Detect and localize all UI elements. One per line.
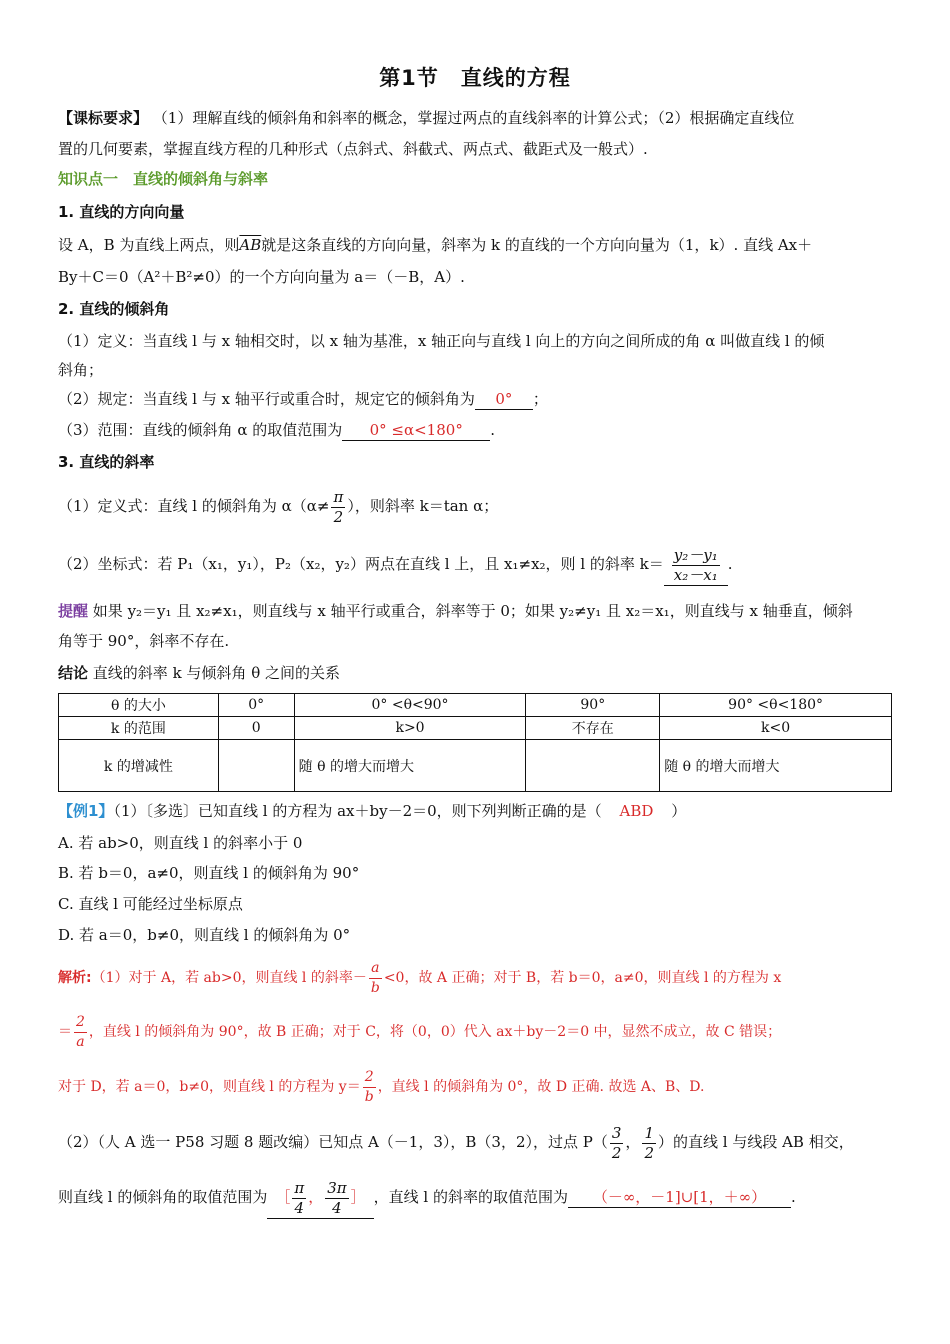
section-1-line-2: By＋C＝0（A²＋B²≠0）的一个方向向量为 a＝（－B，A）. <box>58 268 465 286</box>
part-2-line-2 <box>58 1175 892 1219</box>
table-cell: 0° <box>218 694 294 717</box>
requirements-line-2: 置的几何要素，掌握直线方程的几种形式（点斜式、斜截式、两点式、截距式及一般式）. <box>58 140 648 158</box>
slope-range-answer: （－∞，－1]∪[1，＋∞） <box>568 1187 791 1208</box>
section-2-heading: 2. 直线的倾斜角 <box>58 300 170 318</box>
table-cell: k<0 <box>660 717 892 740</box>
analysis-line-2 <box>58 1010 892 1054</box>
one-half-fraction: $\frac{1}{2}$ <box>644 1123 654 1162</box>
table-cell <box>218 740 294 792</box>
part-2-text-d: ，直线 l 的斜率的取值范围为 <box>373 1188 568 1206</box>
option-d: D. 若 a＝0，b≠0，则直线 l 的倾斜角为 0° <box>58 926 351 944</box>
conclusion-text: 直线的斜率 k 与倾斜角 θ 之间的关系 <box>92 664 340 682</box>
example-end: ） <box>671 802 687 820</box>
analysis-text-1a: （1）对于 A，若 ab>0，则直线 l 的斜率－ <box>91 970 367 986</box>
two-over-a-fraction: $\frac{2}{a}$ <box>76 1013 85 1050</box>
analysis-label: 解析: <box>58 970 92 986</box>
analysis-text-2a: ＝ <box>58 1024 72 1040</box>
knowledge-heading: 知识点一 直线的倾斜角与斜率 <box>58 170 269 188</box>
section-1-text-b: 就是这条直线的方向向量，斜率为 k 的直线的一个方向向量为（1，k）. 直线 Ax＋ <box>261 236 813 254</box>
section-1-text-a: 设 A，B 为直线上两点，则 <box>58 236 240 254</box>
conclusion-line <box>58 662 892 684</box>
requirements-line-1 <box>58 107 892 129</box>
slope-def-end: ），则斜率 k＝tan α； <box>347 497 499 515</box>
part-2-text-a: （2）（人 A 选一 P58 习题 8 题改编）已知点 A（－1，3），B（3，2），过点 P（ <box>58 1133 608 1151</box>
table-cell: 随 θ 的增大而增大 <box>660 740 892 792</box>
rule-answer: 0° <box>475 389 533 410</box>
example-text: （1）〔多选〕已知直线 l 的方程为 ax＋by－2＝0，则下列判断正确的是（ <box>113 802 602 820</box>
section-2-def-1: （1）定义：当直线 l 与 x 轴相交时，以 x 轴为基准，x 轴正向与直线 l 向上的方向之间所成的角 α 叫做直线 l 的倾 <box>58 332 825 350</box>
slope-coord-text: （2）坐标式：若 P₁（x₁，y₁），P₂（x₂，y₂）两点在直线 l 上，且 x₁≠x₂，则 l 的斜率 k＝ <box>58 555 664 573</box>
range-end: . <box>490 421 495 439</box>
section-1-heading: 1. 直线的方向向量 <box>58 203 185 221</box>
table-cell: k 的范围 <box>59 717 219 740</box>
analysis-text-2b: ，直线 l 的倾斜角为 90°，故 B 正确；对于 C，将（0，0）代入 ax＋by－2＝0 中，显然不成立，故 C 错误； <box>88 1024 782 1040</box>
rule-end: ； <box>532 390 548 408</box>
section-3-def <box>58 484 892 528</box>
table-row <box>59 717 892 740</box>
table-cell <box>526 740 660 792</box>
table-cell: 0 <box>218 717 294 740</box>
tip-line-2: 角等于 90°，斜率不存在. <box>58 632 230 650</box>
tip-line-1 <box>58 600 892 622</box>
table-cell: θ 的大小 <box>59 694 219 717</box>
tip-text-1: 如果 y₂＝y₁ 且 x₂≠x₁，则直线与 x 轴平行或重合，斜率等于 0；如果 y₂≠y₁ 且 x₂＝x₁，则直线与 x 轴垂直，倾斜 <box>92 602 853 620</box>
rule-text: （2）规定：当直线 l 与 x 轴平行或重合时，规定它的倾斜角为 <box>58 390 475 408</box>
two-over-b-fraction: $\frac{2}{b}$ <box>364 1068 374 1105</box>
example-answer: ABD <box>619 802 654 820</box>
section-2-def-2: 斜角； <box>58 361 104 379</box>
analysis-text-3a: 对于 D，若 a＝0，b≠0，则直线 l 的方程为 y＝ <box>58 1079 361 1095</box>
tip-label: 提醒 <box>58 602 89 620</box>
vector-ab: $\overline{AB}$ <box>239 236 262 254</box>
section-2-rule <box>58 388 892 410</box>
example-question <box>58 800 892 822</box>
section-3-coord <box>58 542 892 586</box>
table-row <box>59 740 892 792</box>
part-2-text-c: 则直线 l 的倾斜角的取值范围为 <box>58 1188 268 1206</box>
slope-formula-fraction: $\frac{\text{y₂－y₁}}{\text{x₂－x₁}}$ <box>673 545 718 584</box>
requirements-label: 【课标要求】 <box>58 109 149 127</box>
table-cell: k>0 <box>294 717 526 740</box>
slope-coord-end: . <box>727 555 733 573</box>
range-text: （3）范围：直线的倾斜角 α 的取值范围为 <box>58 421 343 439</box>
analysis-line-3 <box>58 1065 892 1109</box>
analysis-line-1 <box>58 956 892 1000</box>
table-cell: 随 θ 的增大而增大 <box>294 740 526 792</box>
section-3-heading: 3. 直线的斜率 <box>58 453 155 471</box>
a-over-b-fraction: $\frac{a}{b}$ <box>370 959 380 996</box>
part-2-text-b: ）的直线 l 与线段 AB 相交， <box>657 1133 854 1151</box>
pi-over-2-fraction: $\frac{\pi}{2}$ <box>333 487 344 526</box>
requirements-text-1: （1）理解直线的倾斜角和斜率的概念，掌握过两点的直线斜率的计算公式；（2）根据确定直线位 <box>152 109 795 127</box>
three-halves-fraction: $\frac{3}{2}$ <box>611 1123 622 1162</box>
range-answer: 0° ≤α<180° <box>342 420 490 441</box>
table-cell: 90° <box>526 694 660 717</box>
analysis-text-1b: <0，故 A 正确；对于 B，若 b＝0，a≠0，则直线 l 的方程为 x <box>383 970 782 986</box>
slope-def-text: （1）定义式：直线 l 的倾斜角为 α（α≠ <box>58 497 330 515</box>
slope-angle-table <box>58 693 892 792</box>
option-b: B. 若 b＝0，a≠0，则直线 l 的倾斜角为 90° <box>58 864 360 882</box>
table-cell: 不存在 <box>526 717 660 740</box>
table-cell: 0° <θ<90° <box>294 694 526 717</box>
section-1-line-1 <box>58 234 892 256</box>
part-2-line-1: （2）（人 A 选一 P58 习题 8 题改编）已知点 A（－1，3），B（3，2），过点 P（ $\frac{3}{2}$ ， $\frac{1}{2}$ ）的直线 l 与线段 AB 相交， <box>58 1123 854 1162</box>
table-cell: k 的增减性 <box>59 740 219 792</box>
section-2-range <box>58 419 892 441</box>
conclusion-label: 结论 <box>58 664 89 682</box>
table-row <box>59 694 892 717</box>
analysis-text-3b: ，直线 l 的倾斜角为 0°，故 D 正确. 故选 A、B、D. <box>377 1079 705 1095</box>
page-title: 第1节 直线的方程 <box>379 66 571 90</box>
part-2-end: . <box>791 1188 796 1206</box>
option-c: C. 直线 l 可能经过坐标原点 <box>58 895 243 913</box>
example-label: 【例1】 <box>58 802 114 820</box>
option-a: A. 若 ab>0，则直线 l 的斜率小于 0 <box>58 834 303 852</box>
angle-range-answer: ［ $\frac{\pi}{4}$ ， $\frac{3\pi}{4}$ ］ <box>267 1177 373 1219</box>
table-cell: 90° <θ<180° <box>660 694 892 717</box>
